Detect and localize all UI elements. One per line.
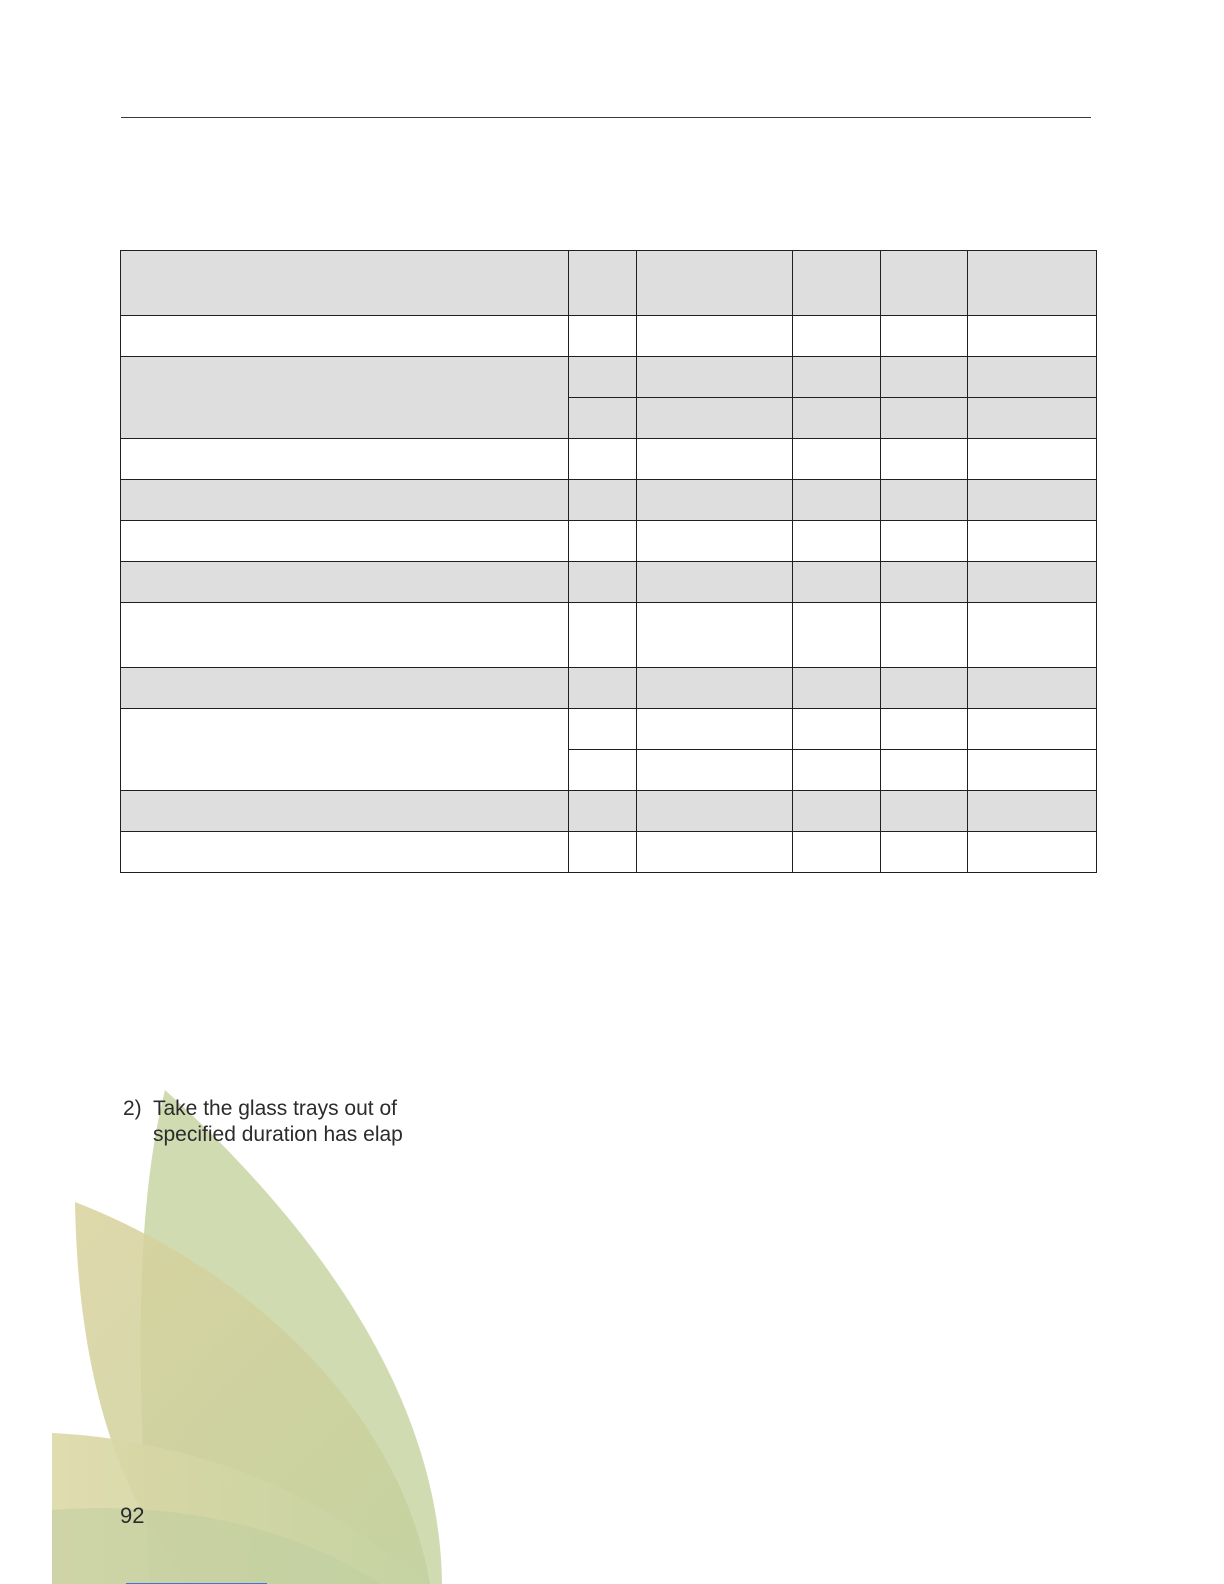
table-row — [121, 832, 1097, 873]
table-cell — [968, 709, 1097, 750]
table-cell — [121, 668, 569, 709]
table-cell — [968, 603, 1097, 668]
table-cell — [968, 521, 1097, 562]
table-cell — [569, 562, 637, 603]
table-cell — [121, 791, 569, 832]
table-cell — [793, 791, 881, 832]
table-cell — [637, 750, 793, 791]
step-text — [153, 1096, 453, 1148]
table-header-cell — [968, 251, 1097, 316]
table-cell — [881, 480, 968, 521]
table-cell — [637, 791, 793, 832]
table-cell — [121, 603, 569, 668]
step-number: 2) — [123, 1097, 142, 1120]
table-cell — [569, 357, 637, 398]
table-cell — [793, 316, 881, 357]
table-cell — [569, 603, 637, 668]
page-number: 92 — [120, 1503, 145, 1528]
table-cell — [569, 316, 637, 357]
table-cell — [793, 357, 881, 398]
leaf-shapes — [52, 1090, 442, 1584]
table-cell — [793, 668, 881, 709]
table-cell — [793, 832, 881, 873]
table-cell — [637, 357, 793, 398]
table-cell — [881, 439, 968, 480]
table-cell — [968, 357, 1097, 398]
table-cell — [968, 562, 1097, 603]
table-cell — [637, 439, 793, 480]
table-cell — [637, 316, 793, 357]
table-cell — [793, 603, 881, 668]
table-header-row — [121, 251, 1097, 316]
table-cell — [968, 832, 1097, 873]
table-cell — [881, 750, 968, 791]
table-header-cell — [121, 251, 569, 316]
table-header-cell — [569, 251, 637, 316]
table-cell — [793, 709, 881, 750]
table-cell — [121, 480, 569, 521]
table-cell — [968, 316, 1097, 357]
table-cell — [793, 480, 881, 521]
table-cell — [793, 562, 881, 603]
table-cell — [881, 791, 968, 832]
table-cell — [569, 791, 637, 832]
table-cell — [121, 521, 569, 562]
table-cell — [881, 562, 968, 603]
table-row — [121, 316, 1097, 357]
table-cell — [569, 709, 637, 750]
table-cell — [569, 480, 637, 521]
table-row — [121, 480, 1097, 521]
table-row — [121, 791, 1097, 832]
table-cell — [637, 398, 793, 439]
step-text-line-1: Take the glass trays out of — [153, 1097, 397, 1120]
table-cell — [881, 521, 968, 562]
data-table — [120, 250, 1097, 873]
table-cell — [793, 439, 881, 480]
leaf-decoration — [0, 1080, 460, 1584]
table-cell — [637, 521, 793, 562]
table-cell — [968, 791, 1097, 832]
table-header-cell — [637, 251, 793, 316]
table-row — [121, 668, 1097, 709]
table-cell — [121, 562, 569, 603]
table-cell — [121, 709, 569, 791]
table-row — [121, 357, 1097, 398]
table-cell — [881, 316, 968, 357]
table-cell — [637, 832, 793, 873]
table-header-cell — [881, 251, 968, 316]
table-cell — [793, 398, 881, 439]
table-cell — [569, 521, 637, 562]
table-cell — [569, 750, 637, 791]
table-cell — [121, 316, 569, 357]
table-cell — [637, 562, 793, 603]
table-cell — [881, 398, 968, 439]
table-cell — [881, 709, 968, 750]
step-text-line-2: specified duration has elap — [153, 1123, 403, 1146]
table-cell — [968, 750, 1097, 791]
table-cell — [569, 398, 637, 439]
table-cell — [881, 668, 968, 709]
table-cell — [637, 668, 793, 709]
table-cell — [881, 603, 968, 668]
table-cell — [637, 603, 793, 668]
table-cell — [637, 709, 793, 750]
table-cell — [968, 668, 1097, 709]
table-cell — [121, 439, 569, 480]
table-cell — [881, 357, 968, 398]
table-row — [121, 439, 1097, 480]
table-cell — [121, 832, 569, 873]
table-row — [121, 562, 1097, 603]
table-cell — [881, 832, 968, 873]
header-rule — [121, 117, 1091, 118]
table-cell — [968, 439, 1097, 480]
table-row — [121, 521, 1097, 562]
table-header-cell — [793, 251, 881, 316]
table-cell — [793, 750, 881, 791]
table-cell — [968, 480, 1097, 521]
table-cell — [569, 832, 637, 873]
table-row — [121, 709, 1097, 750]
table-row — [121, 603, 1097, 668]
table-cell — [793, 521, 881, 562]
table-cell — [637, 480, 793, 521]
table-cell — [968, 398, 1097, 439]
table-cell — [569, 439, 637, 480]
table-cell — [569, 668, 637, 709]
table-cell — [121, 357, 569, 439]
